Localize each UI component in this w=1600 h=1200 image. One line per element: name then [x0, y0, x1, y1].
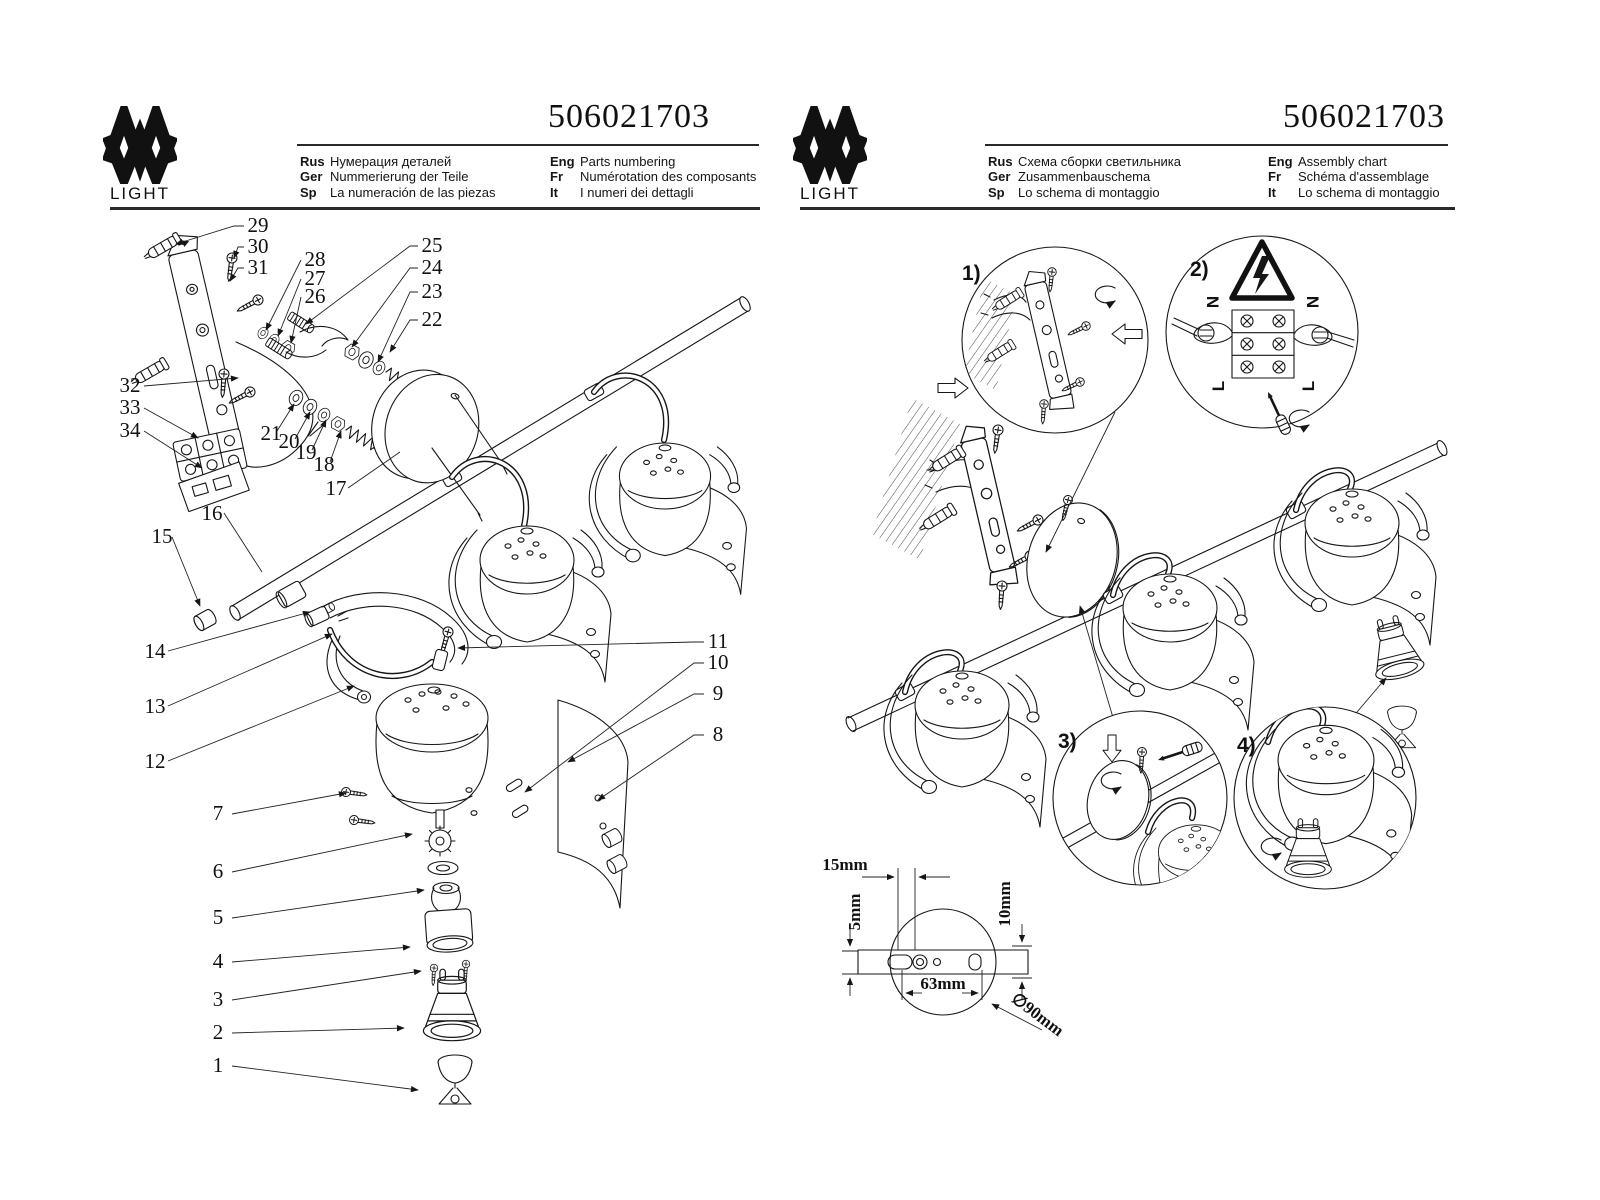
lang-text: Lo schema di montaggio — [1018, 184, 1160, 200]
part-label: 10 — [707, 650, 729, 674]
canopy-disc — [358, 358, 507, 521]
terminal-l-label: L — [1209, 380, 1228, 392]
part-label: 1 — [212, 1053, 224, 1077]
suction-cup-icon — [1294, 900, 1321, 939]
lang-text: Assembly chart — [1298, 154, 1387, 169]
lang-code: It — [550, 184, 558, 200]
terminal-block — [1232, 310, 1294, 378]
step-1-detail — [938, 247, 1148, 433]
lang-code: Sp — [988, 184, 1005, 200]
head-wire — [594, 376, 666, 440]
exploded-lamp-head — [303, 593, 628, 1104]
dim-plate-height: 10mm — [995, 881, 1014, 927]
part-label: 17 — [325, 476, 347, 500]
part-label: 30 — [247, 234, 269, 258]
part-label: 9 — [712, 681, 724, 705]
part-label: 15 — [151, 524, 173, 548]
logo-wordmark: LIGHT — [799, 184, 861, 203]
part-label: 14 — [144, 639, 166, 663]
step-4-detail — [1234, 706, 1416, 939]
dim-diameter: ∅90mm — [1007, 988, 1068, 1041]
model-number: 506021703 — [1283, 98, 1445, 135]
lang-text: Нумерация деталей — [330, 154, 452, 169]
part-label: 6 — [212, 859, 224, 883]
lang-code: Eng — [1268, 154, 1293, 169]
lang-code: Ger — [300, 169, 323, 185]
part-label: 12 — [144, 749, 166, 773]
part-label: 32 — [119, 373, 141, 397]
lang-text: I numeri dei dettagli — [580, 184, 694, 200]
part-label: 3 — [212, 987, 224, 1011]
logo-wordmark: LIGHT — [109, 184, 171, 203]
part-label: 21 — [260, 421, 282, 445]
right-assembly-drawing — [822, 236, 1449, 1040]
head-wire — [452, 459, 526, 526]
lang-text: La numeración de las piezas — [330, 184, 496, 200]
part-label: 29 — [247, 213, 269, 237]
block-arrow-icon — [1263, 892, 1281, 919]
part-label: 2 — [212, 1020, 224, 1044]
part-label: 22 — [421, 307, 443, 331]
step-label: 1) — [962, 262, 981, 285]
lang-text: Lo schema di montaggio — [1298, 184, 1440, 200]
canopy-disc — [1014, 492, 1132, 628]
block-arrow-icon — [938, 378, 968, 398]
part-label: 27 — [304, 266, 326, 290]
suction-cup-icon — [438, 1055, 472, 1104]
gu10-bulb-icon — [1363, 612, 1426, 684]
part-label: 11 — [707, 629, 729, 653]
step-2-detail — [1166, 236, 1358, 436]
part-label: 5 — [212, 905, 224, 929]
part-label: 16 — [201, 501, 223, 525]
step-label: 4) — [1237, 734, 1256, 757]
model-number: 506021703 — [548, 98, 710, 135]
lang-code: Eng — [550, 154, 575, 169]
part-label: 28 — [304, 247, 326, 271]
left-exploded-drawing — [120, 213, 753, 1104]
step-3-detail — [1053, 711, 1263, 950]
part-label: 33 — [119, 395, 141, 419]
glass-shade — [558, 700, 628, 908]
terminal-n-label: N — [1203, 295, 1222, 309]
part-label: 34 — [119, 418, 141, 442]
part-label: 8 — [712, 722, 724, 746]
lang-text: Схема сборки светильника — [1018, 154, 1181, 169]
dim-offset: 15mm — [822, 855, 868, 874]
part-label: 25 — [421, 233, 443, 257]
step-label: 2) — [1190, 258, 1209, 281]
lang-code: Fr — [1268, 169, 1281, 185]
lang-code: Sp — [300, 184, 317, 200]
leader-lines — [144, 226, 704, 1090]
lang-text: Nummerierung der Teile — [330, 169, 469, 185]
lang-code: Fr — [550, 169, 563, 185]
step-label: 3) — [1058, 730, 1077, 753]
lang-text: Schéma d'assemblage — [1298, 169, 1430, 185]
bar-coupler — [274, 580, 307, 609]
lamp-head — [589, 443, 746, 594]
part-label: 31 — [247, 255, 269, 279]
lang-text: Numérotation des composants — [580, 169, 757, 185]
part-label: 23 — [421, 279, 443, 303]
part-label: 4 — [212, 949, 224, 973]
part-label: 19 — [295, 440, 317, 464]
part-label: 7 — [212, 801, 224, 825]
part-label: 13 — [144, 694, 166, 718]
lamp-head — [449, 526, 611, 682]
lang-text: Zusammenbauschema — [1018, 169, 1151, 185]
part-label: 20 — [278, 429, 300, 453]
dim-hole-spacing: 63mm — [920, 974, 966, 993]
part-label: 26 — [304, 284, 326, 308]
wall-hatch — [872, 398, 960, 560]
lang-code: Rus — [300, 154, 325, 169]
dim-slot-height: 5mm — [845, 893, 864, 931]
lang-code: Ger — [988, 169, 1011, 185]
part-label: 24 — [421, 255, 443, 279]
bar-end-cap — [192, 608, 218, 632]
wall-bracket — [954, 422, 1020, 589]
dimension-drawing — [822, 855, 1067, 1040]
lang-code: Rus — [988, 154, 1013, 169]
part-label: 18 — [313, 452, 335, 476]
lang-text: Parts numbering — [580, 154, 676, 169]
terminal-n-label: N — [1303, 295, 1322, 309]
lang-code: It — [1268, 184, 1276, 200]
terminal-l-label: L — [1299, 380, 1318, 392]
